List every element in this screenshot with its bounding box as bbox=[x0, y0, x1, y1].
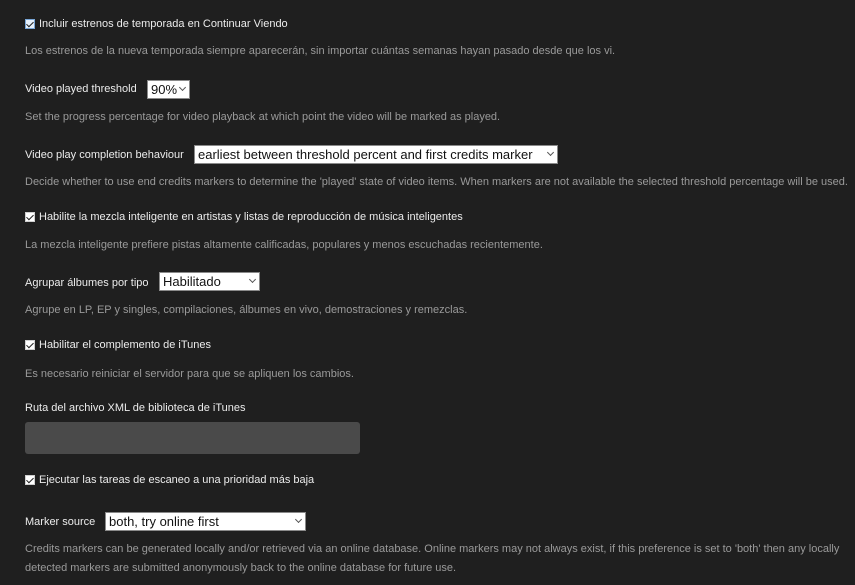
marker-source-help-line2: detected markers are submitted anonymously back to the online database for future use. bbox=[25, 562, 457, 574]
marker-source-help-line1: Credits markers can be generated locally and/or retrieved via an online database. Online markers may not always exist, if this preference is set to 'both' then any locally bbox=[25, 543, 840, 555]
premieres-checkbox[interactable] bbox=[25, 19, 35, 29]
marker-source-label: Marker source bbox=[25, 516, 96, 528]
setting-premieres bbox=[25, 18, 288, 30]
played-threshold-label: Video played threshold bbox=[25, 83, 137, 95]
itunes-plugin-checkbox[interactable] bbox=[25, 340, 35, 350]
marker-source-select[interactable] bbox=[105, 512, 306, 531]
completion-behaviour-select[interactable] bbox=[194, 145, 558, 164]
chevron-down-icon bbox=[249, 276, 256, 283]
chevron-down-icon bbox=[295, 516, 302, 523]
itunes-plugin-help: Es necesario reiniciar el servidor para que se apliquen los cambios. bbox=[25, 368, 354, 380]
setting-low-priority-scan bbox=[25, 474, 314, 486]
smart-shuffle-help: La mezcla inteligente prefiere pistas altamente calificadas, populares y menos escuchadas recientemente. bbox=[25, 239, 543, 251]
completion-behaviour-value: earliest between threshold percent and first credits marker bbox=[198, 147, 533, 162]
played-threshold-select[interactable] bbox=[147, 80, 190, 99]
setting-smart-shuffle bbox=[25, 211, 463, 223]
chevron-down-icon bbox=[179, 84, 186, 91]
smart-shuffle-label[interactable]: Habilite la mezcla inteligente en artistas y listas de reproducción de música inteligentes bbox=[39, 211, 463, 223]
premieres-label[interactable]: Incluir estrenos de temporada en Continuar Viendo bbox=[39, 18, 288, 30]
low-priority-scan-label[interactable]: Ejecutar las tareas de escaneo a una prioridad más baja bbox=[39, 474, 315, 486]
chevron-down-icon bbox=[547, 149, 554, 156]
setting-itunes-plugin bbox=[25, 339, 211, 351]
itunes-xml-path-label: Ruta del archivo XML de biblioteca de iTunes bbox=[25, 402, 246, 414]
itunes-xml-path-input[interactable] bbox=[25, 422, 360, 454]
played-threshold-help: Set the progress percentage for video playback at which point the video will be marked as played. bbox=[25, 111, 501, 123]
smart-shuffle-checkbox[interactable] bbox=[25, 212, 35, 222]
group-albums-select[interactable] bbox=[159, 272, 260, 291]
group-albums-value: Habilitado bbox=[163, 274, 221, 289]
group-albums-label: Agrupar álbumes por tipo bbox=[25, 277, 149, 289]
completion-behaviour-help: Decide whether to use end credits markers to determine the 'played' state of video items. When markers are not available the selected threshold percentage will be used. bbox=[25, 176, 848, 188]
premieres-help: Los estrenos de la nueva temporada siempre aparecerán, sin importar cuántas semanas hayan pasado desde que los vi. bbox=[25, 45, 616, 57]
low-priority-scan-checkbox[interactable] bbox=[25, 475, 35, 485]
group-albums-help: Agrupe en LP, EP y singles, compilaciones, álbumes en vivo, demostraciones y remezclas. bbox=[25, 304, 468, 316]
marker-source-value: both, try online first bbox=[109, 514, 219, 529]
itunes-plugin-label[interactable]: Habilitar el complemento de iTunes bbox=[39, 339, 212, 351]
completion-behaviour-label: Video play completion behaviour bbox=[25, 149, 184, 161]
played-threshold-value: 90% bbox=[151, 82, 178, 97]
